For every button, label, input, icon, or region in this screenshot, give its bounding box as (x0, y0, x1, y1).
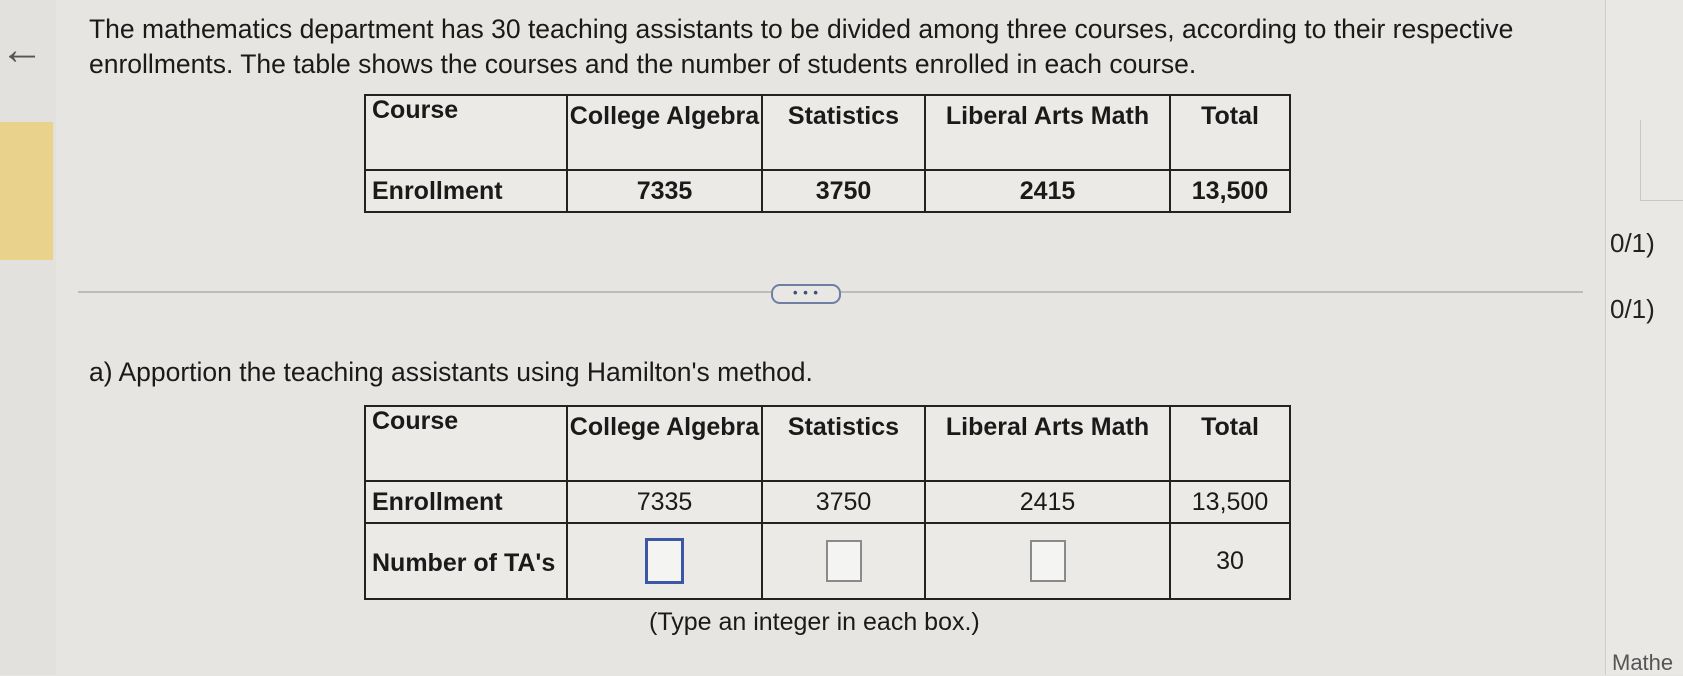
enrollment-college-algebra: 7335 (567, 481, 762, 523)
right-panel-cut-text: Mathe (1612, 650, 1674, 675)
table-header-course: Course (365, 95, 567, 170)
part-a-prompt: a) Apportion the teaching assistants using Hamilton's method. (89, 357, 813, 387)
enrollment-total: 13,500 (1170, 170, 1290, 212)
enrollment-liberal-arts-math: 2415 (925, 170, 1170, 212)
ta-cell-statistics (762, 523, 925, 599)
enrollment-total: 13,500 (1170, 481, 1290, 523)
ta-cell-college-algebra (567, 523, 762, 599)
row-label-enrollment: Enrollment (365, 481, 567, 523)
right-panel (1605, 0, 1683, 675)
table-header-liberal-arts-math: Liberal Arts Math (925, 95, 1170, 170)
question-text: The mathematics department has 30 teaching assistants to be divided among three courses, according to their respective enrollments. The table shows the courses and the number of students enrolled in each course. (89, 14, 1514, 79)
input-hint: (Type an integer in each box.) (649, 608, 980, 636)
apportion-table (364, 405, 1291, 600)
ta-input-liberal-arts-math[interactable] (1030, 540, 1066, 582)
ta-input-statistics[interactable] (826, 540, 862, 582)
enrollment-statistics: 3750 (762, 170, 925, 212)
ta-cell-liberal-arts-math (925, 523, 1170, 599)
table-header-total: Total (1170, 406, 1290, 481)
table-header-statistics: Statistics (762, 406, 925, 481)
table-header-total: Total (1170, 95, 1290, 170)
row-label-number-of-tas: Number of TA's (365, 523, 567, 599)
score-label-2[interactable]: 0/1) (1610, 294, 1655, 324)
enrollment-statistics: 3750 (762, 481, 925, 523)
question-tab-highlight[interactable] (0, 122, 53, 260)
row-label-enrollment: Enrollment (365, 170, 567, 212)
table-header-college-algebra: College Algebra (567, 406, 762, 481)
expand-more-button[interactable]: • • • (771, 284, 841, 304)
right-panel-box (1640, 120, 1683, 201)
ta-input-college-algebra[interactable] (645, 538, 684, 584)
table-header-liberal-arts-math: Liberal Arts Math (925, 406, 1170, 481)
score-label-1[interactable]: 0/1) (1610, 228, 1655, 258)
table-header-college-algebra: College Algebra (567, 95, 762, 170)
back-arrow-icon[interactable]: ← (0, 25, 44, 74)
table-header-statistics: Statistics (762, 95, 925, 170)
enrollment-table (364, 94, 1291, 213)
enrollment-liberal-arts-math: 2415 (925, 481, 1170, 523)
table-header-course: Course (365, 406, 567, 481)
left-strip (0, 0, 56, 675)
ta-total: 30 (1170, 523, 1290, 599)
enrollment-college-algebra: 7335 (567, 170, 762, 212)
